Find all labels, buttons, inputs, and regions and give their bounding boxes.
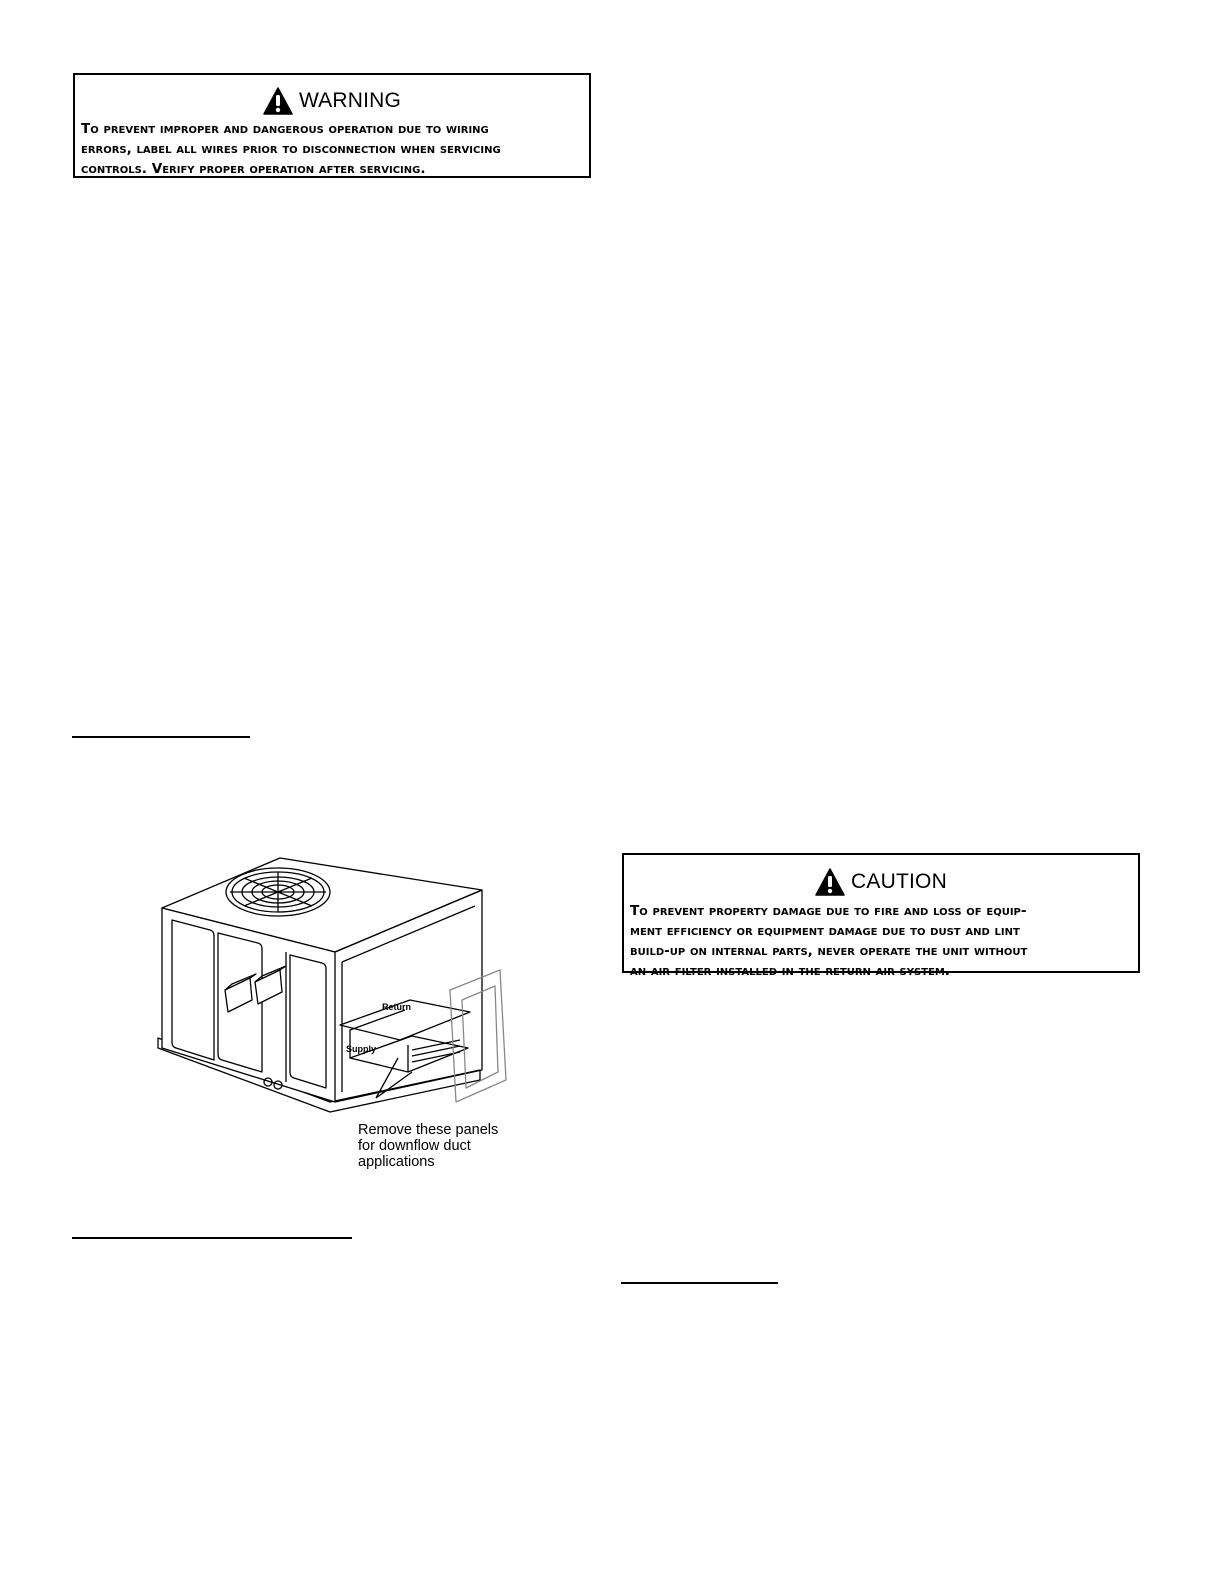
warning-line: To prevent improper and dangerous operation due to wiring bbox=[81, 121, 489, 137]
caution-text bbox=[624, 901, 1138, 981]
caption-line: Remove these panels bbox=[358, 1122, 499, 1138]
caption-line: applications bbox=[358, 1154, 435, 1170]
figure-caption bbox=[358, 1122, 498, 1170]
warning-title: WARNING bbox=[298, 89, 402, 112]
warning-notice bbox=[73, 73, 591, 178]
warning-triangle-icon bbox=[815, 868, 845, 896]
unit-illustration bbox=[150, 850, 550, 1180]
section-rule bbox=[72, 1237, 352, 1239]
caution-line: an air filter installed in the return air system. bbox=[630, 963, 950, 979]
warning-text bbox=[75, 119, 589, 179]
section-rule bbox=[72, 736, 250, 738]
caution-title: CAUTION bbox=[851, 870, 947, 893]
caution-notice bbox=[622, 853, 1140, 979]
warning-header bbox=[75, 75, 589, 119]
warning-line: controls. Verify proper operation after servicing. bbox=[81, 161, 426, 177]
caution-line: ment efficiency or equipment damage due to dust and lint bbox=[630, 923, 1020, 939]
caution-line: build-up on internal parts, never operate the unit without bbox=[630, 943, 1028, 959]
caution-line: To prevent property damage due to fire and loss of equip- bbox=[630, 903, 1027, 919]
warning-triangle-icon bbox=[263, 87, 293, 115]
caption-line: for downflow duct bbox=[358, 1138, 471, 1154]
caution-header bbox=[624, 855, 1138, 901]
warning-line: errors, label all wires prior to disconnection when servicing bbox=[81, 141, 501, 157]
return-label: Return bbox=[382, 1002, 411, 1012]
packaged-unit-drawing bbox=[150, 850, 550, 1120]
supply-label: Supply bbox=[346, 1044, 377, 1054]
section-rule bbox=[621, 1282, 778, 1284]
